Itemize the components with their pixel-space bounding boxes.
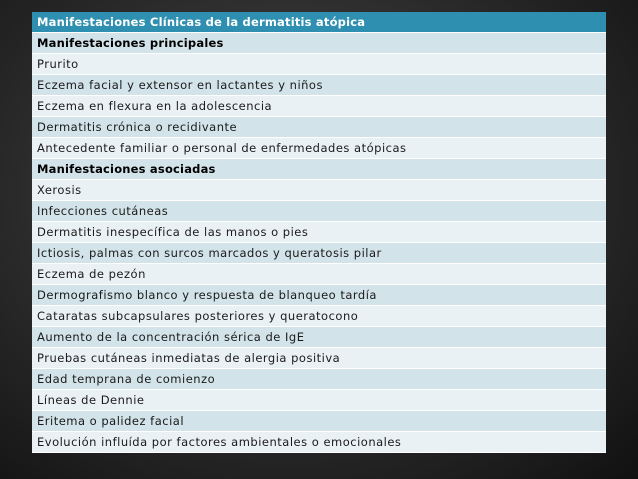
manifestation-label: Ictiosis, palmas con surcos marcados y queratosis pilar <box>32 243 606 264</box>
manifestation-label: Eczema de pezón <box>32 264 606 285</box>
manifestation-label: Aumento de la concentración sérica de IgE <box>32 327 606 348</box>
manifestation-label: Eritema o palidez facial <box>32 411 606 432</box>
manifestation-label: Eczema facial y extensor en lactantes y niños <box>32 75 606 96</box>
table-title-row <box>32 12 606 33</box>
manifestation-label: Infecciones cutáneas <box>32 201 606 222</box>
table-row <box>32 54 606 75</box>
table-row <box>32 390 606 411</box>
table-row <box>32 222 606 243</box>
section-header-row <box>32 159 606 180</box>
manifestation-label: Eczema en flexura en la adolescencia <box>32 96 606 117</box>
table-row <box>32 75 606 96</box>
manifestation-label: Evolución influída por factores ambientales o emocionales <box>32 432 606 453</box>
manifestation-label: Dermatitis inespecífica de las manos o pies <box>32 222 606 243</box>
manifestation-label: Líneas de Dennie <box>32 390 606 411</box>
table-row <box>32 348 606 369</box>
manifestation-label: Dermatitis crónica o recidivante <box>32 117 606 138</box>
section-header-row <box>32 33 606 54</box>
table-row <box>32 432 606 453</box>
table-row <box>32 264 606 285</box>
table-row <box>32 369 606 390</box>
clinical-manifestations-table <box>32 12 606 453</box>
manifestation-label: Prurito <box>32 54 606 75</box>
table-row <box>32 411 606 432</box>
table-row <box>32 327 606 348</box>
table-row <box>32 285 606 306</box>
manifestation-label: Xerosis <box>32 180 606 201</box>
table-title: Manifestaciones Clínicas de la dermatitis atópica <box>32 12 606 33</box>
manifestation-label: Cataratas subcapsulares posteriores y queratocono <box>32 306 606 327</box>
table-row <box>32 96 606 117</box>
table-row <box>32 306 606 327</box>
table-row <box>32 138 606 159</box>
table-row <box>32 180 606 201</box>
table-row <box>32 117 606 138</box>
table-row <box>32 201 606 222</box>
manifestation-label: Pruebas cutáneas inmediatas de alergia positiva <box>32 348 606 369</box>
manifestation-label: Dermografismo blanco y respuesta de blanqueo tardía <box>32 285 606 306</box>
manifestation-label: Edad temprana de comienzo <box>32 369 606 390</box>
manifestation-label: Antecedente familiar o personal de enfermedades atópicas <box>32 138 606 159</box>
table-row <box>32 243 606 264</box>
section-header-label: Manifestaciones principales <box>32 33 606 54</box>
section-header-label: Manifestaciones asociadas <box>32 159 606 180</box>
